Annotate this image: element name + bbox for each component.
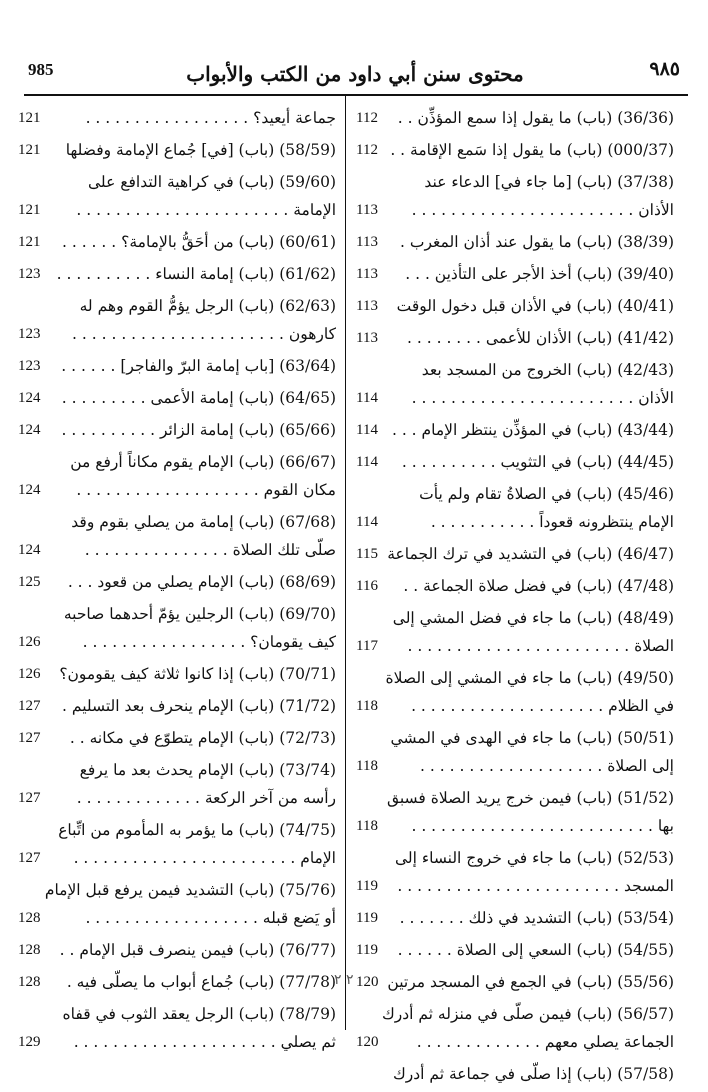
entry-page-number: 129: [18, 1034, 41, 1050]
entry-page-number: 114: [356, 454, 378, 470]
entry-page-number: 112: [356, 110, 378, 126]
entry-title: (70/71) (باب) إذا كانوا ثلاثة كيف يقومون؟: [59, 665, 336, 683]
toc-entry: [18, 876, 336, 936]
entry-page-number: 126: [18, 666, 41, 682]
toc-entry: [18, 260, 336, 292]
entry-page-number: 114: [356, 390, 378, 406]
entry-title: جماعة أيعيد؟ . . . . . . . . . . . . . . . . .: [85, 109, 336, 127]
entry-page-number: 121: [18, 234, 41, 250]
entry-page-number: 128: [18, 910, 41, 926]
entry-title-continued: ثم يصلي . . . . . . . . . . . . . . . . . . . . .: [73, 1033, 336, 1051]
entry-title: (45/46) (باب) في الصلاةُ تقام ولم يأت: [419, 485, 674, 503]
entry-title: (51/52) (باب) فيمن خرج يريد الصلاة فسبق: [386, 789, 674, 807]
entry-page-number: 113: [356, 298, 378, 314]
entry-page-number: 121: [18, 202, 41, 218]
entry-title: (74/75) (باب) ما يؤمر به المأموم من اتِّباع: [58, 821, 336, 839]
entry-title: (50/51) (باب) ما جاء في الهدى في المشي: [390, 729, 674, 747]
entry-page-number: 120: [356, 1034, 379, 1050]
toc-entry: [18, 816, 336, 876]
entry-title: (36/36) (باب) ما يقول إذا سمع المؤذِّن . .: [397, 109, 674, 127]
entry-title: (75/76) (باب) التشديد فيمن يرفع قبل الإمام: [44, 881, 336, 899]
entry-title: (49/50) (باب) ما جاء في المشي إلى الصلاة: [385, 669, 674, 687]
toc-entry: [18, 600, 336, 660]
entry-page-number: 121: [18, 142, 41, 158]
entry-title-continued: إلى الصلاة . . . . . . . . . . . . . . . . . . .: [420, 757, 674, 775]
entry-page-number: 127: [18, 698, 41, 714]
toc-entry: [356, 784, 674, 844]
entry-page-number: 128: [18, 942, 41, 958]
entry-title: (55/56) (باب) في الجمع في المسجد مرتين: [387, 973, 674, 991]
entry-title: (71/72) (باب) الإمام ينحرف بعد التسليم .: [62, 697, 336, 715]
toc-entry: [18, 1000, 336, 1060]
entry-title-continued: المسجد . . . . . . . . . . . . . . . . . . . . . . .: [397, 877, 674, 895]
toc-entry: [356, 1000, 674, 1060]
entry-page-number: 116: [356, 578, 378, 594]
entry-page-number: 118: [356, 758, 378, 774]
toc-entry: [18, 968, 336, 1000]
entry-page-number: 112: [356, 142, 378, 158]
toc-entry: [356, 324, 674, 356]
entry-page-number: 119: [356, 942, 378, 958]
entry-page-number: 117: [356, 638, 378, 654]
toc-entry: [18, 448, 336, 508]
entry-title: (69/70) (باب) الرجلين يؤمّ أحدهما صاحبه: [63, 605, 336, 623]
entry-page-number: 113: [356, 234, 378, 250]
entry-title-continued: أو يَضع قبله . . . . . . . . . . . . . . . . . .: [85, 909, 336, 927]
entry-title: (44/45) (باب) في التثويب . . . . . . . . . .: [401, 453, 674, 471]
entry-page-number: 128: [18, 974, 41, 990]
entry-page-number: 114: [356, 422, 378, 438]
entry-title-continued: صلّى تلك الصلاة . . . . . . . . . . . . . . .: [84, 541, 336, 559]
entry-title-continued: كيف يقومان؟ . . . . . . . . . . . . . . . . .: [82, 633, 336, 651]
entry-page-number: 120: [356, 974, 379, 990]
entry-page-number: 123: [18, 266, 41, 282]
entry-title: (60/61) (باب) من أحَقُّ بالإمامة؟ . . . . . .: [62, 233, 336, 251]
entry-page-number: 127: [18, 730, 41, 746]
toc-entry: [18, 756, 336, 816]
toc-entry: [18, 724, 336, 756]
entry-title: (68/69) (باب) الإمام يصلي من قعود . . .: [67, 573, 336, 591]
toc-entry: [356, 356, 674, 416]
entry-page-number: 113: [356, 330, 378, 346]
entry-title: (67/68) (باب) إمامة من يصلي بقوم وقد: [71, 513, 336, 531]
entry-title-continued: الإمام ينتظرونه قعوداً . . . . . . . . . . .: [430, 513, 674, 531]
left-column: [18, 104, 336, 1051]
entry-title: (38/39) (باب) ما يقول عند أذان المغرب .: [400, 233, 674, 251]
header-rule: [24, 94, 688, 96]
toc-entry: [356, 260, 674, 292]
entry-title-continued: رأسه من آخر الركعة . . . . . . . . . . . . .: [76, 789, 336, 807]
page-title: محتوى سنن أبي داود من الكتب والأبواب: [186, 62, 524, 86]
entry-title: (58/59) (باب) [في] جُماع الإمامة وفضلها: [65, 141, 336, 159]
entry-title: (43/44) (باب) في المؤذِّن ينتظر الإمام . . .: [391, 421, 674, 439]
entry-title: (48/49) (باب) ما جاء في فضل المشي إلى: [392, 609, 674, 627]
toc-entry: [18, 660, 336, 692]
entry-title-continued: الإمام . . . . . . . . . . . . . . . . . . . . . . .: [73, 849, 336, 867]
toc-entry: [18, 384, 336, 416]
page-header: [22, 56, 688, 94]
entry-title-continued: الأذان . . . . . . . . . . . . . . . . . . . . . . .: [411, 201, 674, 219]
toc-entry: [356, 228, 674, 260]
toc-entry: [356, 904, 674, 936]
toc-entry: [18, 936, 336, 968]
toc-entry: [356, 448, 674, 480]
entry-title: (72/73) (باب) الإمام يتطوّع في مكانه . .: [69, 729, 336, 747]
toc-entry: [356, 968, 674, 1000]
entry-title: (59/60) (باب) في كراهية التدافع على: [88, 173, 336, 191]
toc-entry: [18, 104, 336, 136]
toc-entry: [18, 508, 336, 568]
entry-title: (40/41) (باب) في الأذان قبل دخول الوقت: [396, 297, 674, 315]
entry-title: (76/77) (باب) فيمن ينصرف قبل الإمام . .: [59, 941, 336, 959]
entry-title: (54/55) (باب) السعي إلى الصلاة . . . . . .: [397, 941, 674, 959]
entry-page-number: 125: [18, 574, 41, 590]
entry-title: (37/38) (باب) [ما جاء في] الدعاء عند: [424, 173, 674, 191]
entry-page-number: 118: [356, 818, 378, 834]
entry-title: (57/58) (باب) إذا صلّى في جماعة ثم أدرك: [393, 1065, 674, 1083]
entry-title: (42/43) (باب) الخروج من المسجد بعد: [421, 361, 674, 379]
entry-page-number: 115: [356, 546, 378, 562]
toc-entry: [356, 136, 674, 168]
toc-entry: [18, 568, 336, 600]
toc-entry: [18, 168, 336, 228]
toc-entry: [356, 292, 674, 324]
entry-page-number: 124: [18, 390, 41, 406]
page-number-latin: 985: [28, 60, 54, 79]
entry-title-continued: مكان القوم . . . . . . . . . . . . . . . . . . .: [76, 481, 336, 499]
column-divider: [345, 96, 346, 1030]
entry-title: (63/64) [باب إمامة البرّ والفاجر] . . . . . .: [61, 357, 336, 375]
toc-entry: [356, 604, 674, 664]
toc-entry: [18, 692, 336, 724]
entry-title: (64/65) (باب) إمامة الأعمى . . . . . . . . .: [61, 389, 336, 407]
toc-entry: [356, 936, 674, 968]
entry-title-continued: الصلاة . . . . . . . . . . . . . . . . . . . . . . .: [407, 637, 674, 655]
entry-page-number: 113: [356, 266, 378, 282]
entry-title-continued: بها . . . . . . . . . . . . . . . . . . . . . . . . .: [411, 817, 674, 835]
margin-mark: ٢ ٢: [334, 972, 354, 988]
toc-entry: [18, 136, 336, 168]
entry-title-continued: في الظلام . . . . . . . . . . . . . . . . . . . .: [411, 697, 674, 715]
entry-page-number: 127: [18, 850, 41, 866]
toc-entry: [356, 844, 674, 904]
entry-title: (62/63) (باب) الرجل يؤمُّ القوم وهم له: [79, 297, 336, 315]
entry-title: (52/53) (باب) ما جاء في خروج النساء إلى: [394, 849, 674, 867]
toc-entry: [356, 480, 674, 540]
entry-page-number: 119: [356, 910, 378, 926]
entry-title: (61/62) (باب) إمامة النساء . . . . . . . . . .: [56, 265, 336, 283]
toc-entry: [18, 416, 336, 448]
entry-page-number: 119: [356, 878, 378, 894]
toc-entry: [356, 416, 674, 448]
entry-page-number: 121: [18, 110, 41, 126]
entry-title: (78/79) (باب) الرجل يعقد الثوب في قفاه: [62, 1005, 336, 1023]
entry-title: (53/54) (باب) التشديد في ذلك . . . . . . .: [399, 909, 674, 927]
entry-title: (46/47) (باب) في التشديد في ترك الجماعة: [387, 545, 674, 563]
entry-title: (73/74) (باب) الإمام يحدث بعد ما يرفع: [79, 761, 336, 779]
toc-entry: [356, 572, 674, 604]
entry-page-number: 126: [18, 634, 41, 650]
entry-title: (66/67) (باب) الإمام يقوم مكاناً أرفع من: [70, 453, 336, 471]
toc-entry: [18, 292, 336, 352]
entry-page-number: 124: [18, 542, 41, 558]
entry-page-number: 124: [18, 482, 41, 498]
entry-title: (56/57) (باب) فيمن صلّى في منزله ثم أدرك: [381, 1005, 674, 1023]
entry-title-continued: كارهون . . . . . . . . . . . . . . . . . . . . . .: [72, 325, 336, 343]
toc-entry: [18, 228, 336, 260]
entry-page-number: 124: [18, 422, 41, 438]
toc-entry: [356, 104, 674, 136]
entry-title: (65/66) (باب) إمامة الزائر . . . . . . . . . .: [61, 421, 336, 439]
entry-page-number: 118: [356, 698, 378, 714]
toc-entry: [356, 540, 674, 572]
entry-page-number: 114: [356, 514, 378, 530]
page-number-arabic: ٩٨٥: [649, 58, 680, 80]
right-column: [356, 104, 674, 1083]
toc-entry: [18, 352, 336, 384]
entry-title: (77/78) (باب) جُماع أبواب ما يصلّى فيه .: [66, 973, 336, 991]
entry-title-continued: الأذان . . . . . . . . . . . . . . . . . . . . . . .: [411, 389, 674, 407]
toc-entry: [356, 168, 674, 228]
entry-title: (47/48) (باب) في فضل صلاة الجماعة . .: [403, 577, 674, 595]
entry-title-continued: الجماعة يصلي معهم . . . . . . . . . . . . .: [416, 1033, 674, 1051]
entry-title: (000/37) (باب) ما يقول إذا سَمع الإقامة . .: [390, 141, 674, 159]
entry-page-number: 127: [18, 790, 41, 806]
toc-entry: [356, 664, 674, 724]
toc-entry: [356, 724, 674, 784]
entry-page-number: 113: [356, 202, 378, 218]
entry-page-number: 123: [18, 358, 41, 374]
entry-title-continued: الإمامة . . . . . . . . . . . . . . . . . . . . . .: [76, 201, 336, 219]
toc-entry: [356, 1060, 674, 1092]
entry-title: (41/42) (باب) الأذان للأعمى . . . . . . . .: [407, 329, 674, 347]
entry-title: (39/40) (باب) أخذ الأجر على التأذين . . .: [405, 265, 674, 283]
entry-page-number: 123: [18, 326, 41, 342]
